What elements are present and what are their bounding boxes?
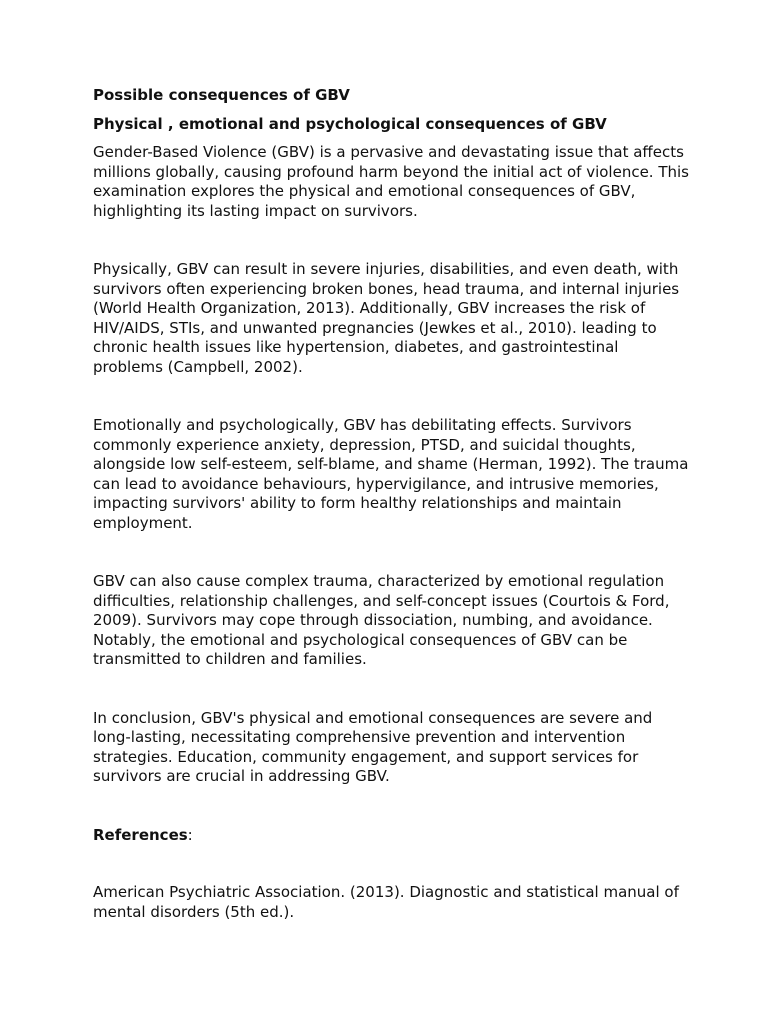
reference-entry: American Psychiatric Association. (2013). Diagnostic and statistical manual of mental disorders (5th ed.). xyxy=(93,883,679,921)
references-label: References xyxy=(93,825,188,844)
paragraph-emotional: Emotionally and psychologically, GBV has debilitating effects. Survivors commonly experience anxiety, depression, PTSD, and suicidal thoughts, alongside low self-esteem, self-blame, and shame (Herman, 1992). The trauma can lead to avoidance behaviours, hypervigilance, and intrusive memories, impacting survivors' ability to form healthy relationships and maintain employment. xyxy=(93,416,689,532)
paragraph-complex-trauma: GBV can also cause complex trauma, characterized by emotional regulation difficulties, relationship challenges, and self-concept issues (Courtois & Ford, 2009). Survivors may cope through dissociation, numbing, and avoidance. Notably, the emotional and psychological consequences of GBV can be transmitted to children and families. xyxy=(93,572,670,668)
section-heading: Physical , emotional and psychological consequences of GBV xyxy=(93,114,607,133)
document-page xyxy=(93,86,693,922)
paragraph-introduction: Gender-Based Violence (GBV) is a pervasive and devastating issue that affects millions globally, causing profound harm beyond the initial act of violence. This examination explores the physical and emotional consequences of GBV, highlighting its lasting impact on survivors. xyxy=(93,143,689,220)
references-colon: : xyxy=(187,825,193,844)
document-title: Possible consequences of GBV xyxy=(93,86,350,104)
references-heading xyxy=(93,826,693,846)
paragraph-physical: Physically, GBV can result in severe injuries, disabilities, and even death, with survivors often experiencing broken bones, head trauma, and internal injuries (World Health Organization, 2013). Additionally, GBV increases the risk of HIV/AIDS, STIs, and unwanted pregnancies (Jewkes et al., 2010). leading to chronic health issues like hypertension, diabetes, and gastrointestinal problems (Campbell, 2002). xyxy=(93,260,680,376)
paragraph-conclusion: In conclusion, GBV's physical and emotional consequences are severe and long-lasting, necessitating comprehensive prevention and intervention strategies. Education, community engagement, and support services for survivors are crucial in addressing GBV. xyxy=(93,708,653,785)
